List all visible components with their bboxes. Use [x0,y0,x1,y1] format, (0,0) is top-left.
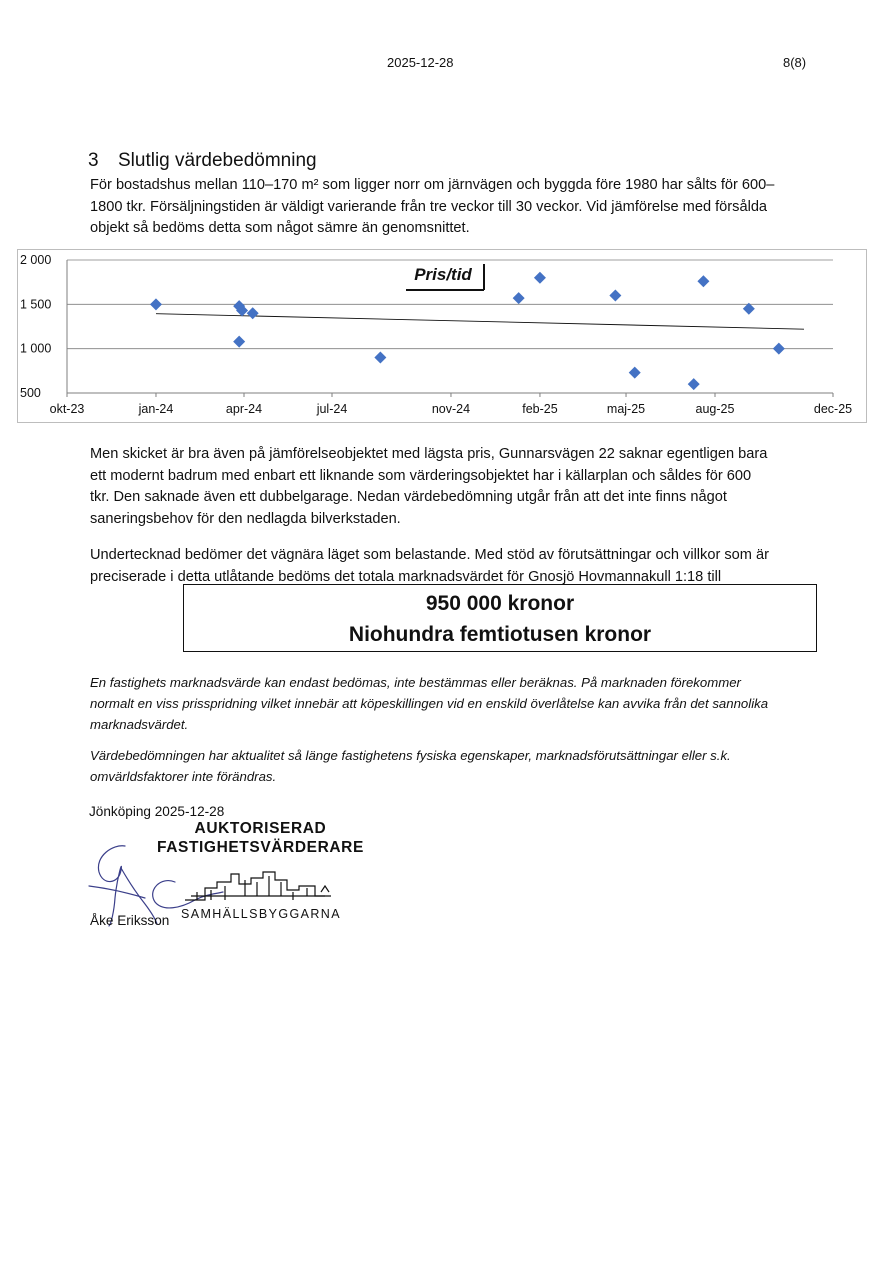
data-point [773,343,785,355]
samhallsbyggarna-logo-icon [185,872,331,900]
organization-name: SAMHÄLLSBYGGARNA [181,907,341,921]
valuation-result-box [183,584,817,652]
chart-svg [18,250,866,422]
y-tick-label: 2 000 [20,253,52,267]
text-line: Värdebedömningen har aktualitet så länge fastighetens fysiska egenskaper, marknadsförutsättningar eller s.k. [90,748,731,763]
text-line: normalt en viss prisspridning vilket innebär att köpeskillingen vid en enskild överlåtelse kan avvika från det sannolika [90,696,769,711]
x-tick-label: apr-24 [225,402,263,416]
header-date: 2025-12-28 [387,55,454,70]
signer-name: Åke Eriksson [90,913,170,928]
section-number: 3 [88,150,99,171]
text-line: För bostadshus mellan 110–170 m² som ligger norr om järnvägen och byggda före 1980 har sålts för 600– [90,177,775,193]
stamp-line: AUKTORISERAD [194,820,327,837]
data-point [150,298,162,310]
text-line: tkr. Den saknade även ett dubbelgarage. Nedan värdebedömning utgår från att det inte finns något [90,489,727,505]
data-point [513,292,525,304]
x-tick-label: feb-25 [522,402,558,416]
text-line: Men skicket är bra även på jämförelseobjektet med lägsta pris, Gunnarsvägen 22 saknar egentligen bara [90,446,768,462]
x-tick-label: aug-25 [695,402,735,416]
text-line: preciserade i detta utlåtande bedöms det totala marknadsvärdet för Gnosjö Hovmannakull 1:18 till [90,568,722,585]
data-point [629,367,641,379]
y-tick-label: 500 [20,386,41,400]
data-point [697,275,709,287]
valuation-amount: 950 000 kronor [425,592,575,615]
x-tick-label: jul-24 [316,402,348,416]
text-line: saneringsbehov för den nedlagda bilverkstaden. [90,510,401,527]
x-tick-label: nov-24 [431,402,471,416]
price-time-chart [17,249,867,423]
text-line: marknadsvärdet. [90,717,189,732]
conclusion-paragraph [90,545,810,588]
text-line: 1800 tkr. Försäljningstiden är väldigt varierande från tre veckor till 30 veckor. Vid jämförelse med försålda [90,198,768,215]
data-point [688,378,700,390]
data-point [534,272,546,284]
intro-paragraph [90,175,810,240]
x-tick-label: okt-23 [49,402,85,416]
y-tick-label: 1 500 [20,297,52,312]
body-paragraph [90,444,810,530]
section-title: Slutlig värdebedömning [118,150,317,171]
text-line: omvärldsfaktorer inte förändras. [90,769,277,784]
text-line: ett modernt badrum med enbart ett liknande som värderingsobjektet har i källarplan och såldes för 600 [90,467,752,484]
validity-paragraph [90,745,810,787]
x-tick-label: maj-25 [606,402,646,416]
data-point [247,307,259,319]
disclaimer-paragraph [90,672,810,735]
data-point [374,352,386,364]
stamp-line: FASTIGHETSVÄRDERARE [157,839,364,856]
text-line: En fastighets marknadsvärde kan endast bedömas, inte bestämmas eller beräknas. På marknaden förekommer [90,675,741,690]
page-number: 8(8) [783,55,807,70]
x-tick-label: jan-24 [138,402,174,416]
place-and-date: Jönköping 2025-12-28 [89,804,225,819]
x-tick-label: dec-25 [813,402,853,416]
data-point [233,336,245,348]
data-point [609,289,621,301]
text-line: objekt så bedöms detta som något sämre än genomsnittet. [90,220,470,236]
section-heading [88,150,317,172]
chart-title: Pris/tid [414,265,472,284]
y-tick-label: 1 000 [20,341,52,356]
valuation-amount-in-words: Niohundra femtiotusen kronor [348,623,652,646]
text-line: Undertecknad bedömer det vägnära läget som belastande. Med stöd av förutsättningar och villkor som är [90,547,769,563]
